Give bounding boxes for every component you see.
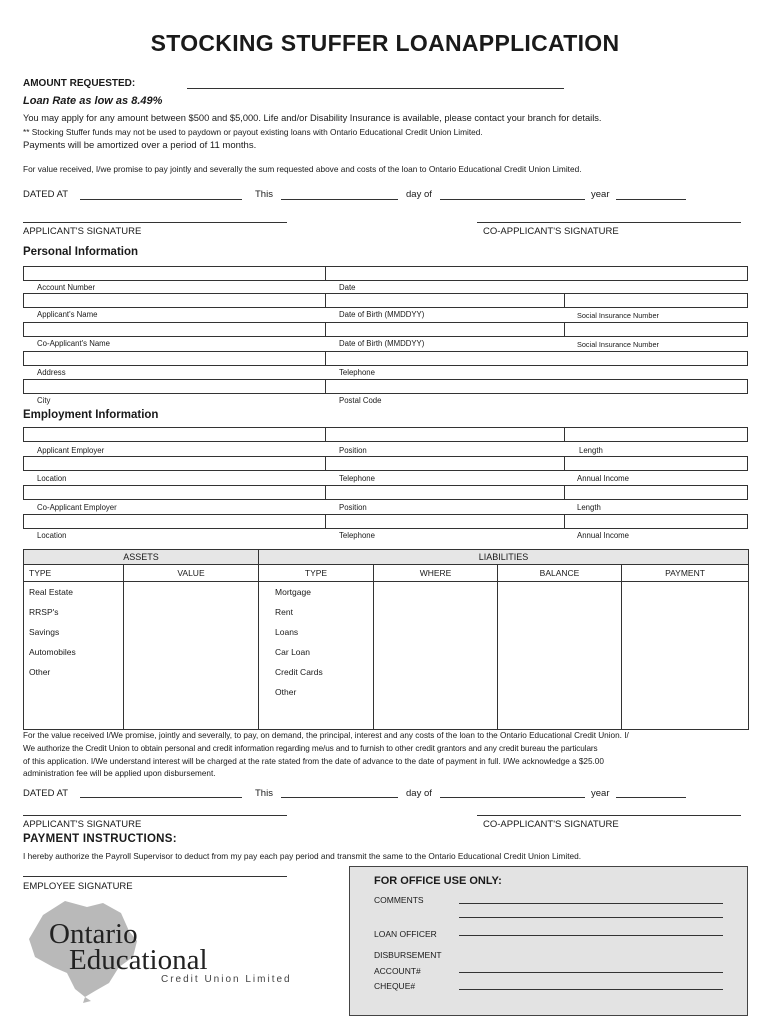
- location-field-2[interactable]: [23, 514, 326, 529]
- dated-at-field[interactable]: [80, 199, 242, 200]
- loan-officer-label: LOAN OFFICER: [374, 929, 437, 939]
- cheque-field[interactable]: [459, 989, 723, 990]
- asset-value-cell[interactable]: [124, 642, 259, 662]
- liability-where-cell[interactable]: [374, 582, 498, 602]
- location-field-1[interactable]: [23, 456, 326, 471]
- page-title: STOCKING STUFFER LOANAPPLICATION: [150, 30, 620, 56]
- dob-label-1: Date of Birth (MMDDYY): [339, 310, 425, 319]
- length-field-2[interactable]: [564, 485, 748, 500]
- liability-payment-cell[interactable]: [622, 602, 749, 622]
- length-label-1: Length: [579, 446, 603, 455]
- liability-balance-cell[interactable]: [498, 702, 622, 730]
- length-field-1[interactable]: [564, 427, 748, 442]
- liabilities-heading: LIABILITIES: [259, 550, 749, 565]
- applicant-employer-field[interactable]: [23, 427, 326, 442]
- loan-rate: Loan Rate as low as 8.49%: [23, 95, 163, 107]
- asset-type-cell: Automobiles: [24, 642, 124, 662]
- applicant-employer-label: Applicant Employer: [37, 446, 105, 455]
- annual-income-field-2[interactable]: [564, 514, 748, 529]
- telephone-field[interactable]: [325, 351, 748, 366]
- liability-balance-cell[interactable]: [498, 682, 622, 702]
- dob-field-2[interactable]: [325, 322, 565, 337]
- comments-field-2[interactable]: [459, 917, 723, 918]
- sin-field-2[interactable]: [564, 322, 748, 337]
- promise-text: For value received, I/we promise to pay jointly and severally the sum requested above and costs of the loan to Ontario Educational Credit Union Limited.: [23, 164, 582, 174]
- payment-instructions-text: I hereby authorize the Payroll Supervisor to deduct from my pay each pay period and transmit the same to the Ontario Educational Credit Union Limited.: [23, 851, 582, 861]
- city-label: City: [37, 396, 51, 405]
- applicant-signature-field[interactable]: [23, 222, 287, 223]
- liability-type-cell: Credit Cards: [259, 662, 374, 682]
- position-field-2[interactable]: [325, 485, 565, 500]
- amount-requested-field[interactable]: [187, 88, 564, 89]
- liability-balance-cell[interactable]: [498, 582, 622, 602]
- employment-info-heading: Employment Information: [23, 409, 159, 421]
- co-applicant-signature-label: CO-APPLICANT'S SIGNATURE: [483, 226, 619, 237]
- this-field[interactable]: [281, 199, 398, 200]
- this-label-2: This: [255, 788, 273, 799]
- co-applicant-employer-label: Co-Applicant Employer: [37, 503, 117, 512]
- day-of-field[interactable]: [440, 199, 585, 200]
- liability-payment-cell[interactable]: [622, 682, 749, 702]
- this-label: This: [255, 189, 273, 200]
- sin-label-2: Social Insurance Number: [577, 340, 659, 349]
- employee-signature-field[interactable]: [23, 876, 287, 877]
- intro-line-2: ** Stocking Stuffer funds may not be used to paydown or payout existing loans with Ontario Educational Credit Union Limited.: [23, 127, 483, 137]
- amount-requested-label: AMOUNT REQUESTED:: [23, 78, 136, 89]
- length-label-2: Length: [577, 503, 601, 512]
- liability-type-cell: Car Loan: [259, 642, 374, 662]
- applicant-signature-label: APPLICANT'S SIGNATURE: [23, 226, 142, 237]
- col-payment: PAYMENT: [622, 565, 749, 582]
- day-of-label: day of: [406, 189, 432, 200]
- annual-income-field-1[interactable]: [564, 456, 748, 471]
- sin-label-1: Social Insurance Number: [577, 311, 659, 320]
- asset-value-cell[interactable]: [124, 702, 259, 730]
- account-field[interactable]: [459, 972, 723, 973]
- sin-field-1[interactable]: [564, 293, 748, 308]
- account-label: ACCOUNT#: [374, 966, 421, 976]
- employer-telephone-field-2[interactable]: [325, 514, 565, 529]
- year-label-2: year: [591, 788, 610, 799]
- payment-instructions-heading: PAYMENT INSTRUCTIONS:: [23, 833, 177, 845]
- liability-where-cell[interactable]: [374, 622, 498, 642]
- personal-info-heading: Personal Information: [23, 246, 139, 258]
- comments-field-1[interactable]: [459, 903, 723, 904]
- liability-where-cell[interactable]: [374, 662, 498, 682]
- asset-type-cell: Real Estate: [24, 582, 124, 602]
- liability-balance-cell[interactable]: [498, 622, 622, 642]
- address-field[interactable]: [23, 351, 326, 366]
- liability-type-cell[interactable]: [259, 702, 374, 730]
- logo-line-1: Ontario: [49, 918, 138, 950]
- intro-line-1: You may apply for any amount between $500 and $5,000. Life and/or Disability Insurance is available, please contact your branch for details.: [23, 113, 602, 123]
- agreement-line-2: We authorize the Credit Union to obtain personal and credit information regarding me/us and to furnish to other credit grantors and any credit bureau the particulars: [23, 744, 598, 753]
- dated-at-label: DATED AT: [23, 189, 69, 200]
- liability-where-cell[interactable]: [374, 682, 498, 702]
- intro-line-3: Payments will be amortized over a period of 11 months.: [23, 140, 257, 151]
- liability-payment-cell[interactable]: [622, 702, 749, 730]
- co-applicant-employer-field[interactable]: [23, 485, 326, 500]
- cheque-label: CHEQUE#: [374, 981, 416, 991]
- liability-balance-cell[interactable]: [498, 642, 622, 662]
- dated-at-field-2[interactable]: [80, 797, 242, 798]
- applicant-name-field[interactable]: [23, 293, 326, 308]
- col-liability-type: TYPE: [259, 565, 374, 582]
- year-field-2[interactable]: [616, 797, 686, 798]
- asset-value-cell[interactable]: [124, 622, 259, 642]
- agreement-line-1: For the value received I/We promise, jointly and severally, to pay, on demand, the principal, interest and any costs of the loan to the Ontario Educational Credit Union. I/: [23, 731, 629, 740]
- applicant-signature-label-2: APPLICANT'S SIGNATURE: [23, 819, 142, 830]
- co-applicant-name-field[interactable]: [23, 322, 326, 337]
- liability-balance-cell[interactable]: [498, 662, 622, 682]
- applicant-signature-field-2[interactable]: [23, 815, 287, 816]
- co-applicant-signature-field-2[interactable]: [477, 815, 741, 816]
- asset-value-cell[interactable]: [124, 582, 259, 602]
- annual-income-label-2: Annual Income: [577, 531, 630, 540]
- city-field[interactable]: [23, 379, 326, 394]
- employee-signature-label: EMPLOYEE SIGNATURE: [23, 881, 133, 892]
- year-label: year: [591, 189, 610, 200]
- agreement-line-4: administration fee will be applied upon disbursement.: [23, 769, 216, 778]
- office-use-heading: FOR OFFICE USE ONLY:: [374, 875, 502, 887]
- this-field-2[interactable]: [281, 797, 398, 798]
- employer-telephone-field-1[interactable]: [325, 456, 565, 471]
- dob-field-1[interactable]: [325, 293, 565, 308]
- logo-line-3: Credit Union Limited: [161, 974, 292, 985]
- account-number-label: Account Number: [37, 283, 96, 292]
- address-label: Address: [37, 368, 66, 377]
- comments-label: COMMENTS: [374, 895, 424, 905]
- dob-label-2: Date of Birth (MMDDYY): [339, 339, 425, 348]
- ontario-educational-logo: [25, 893, 325, 1003]
- telephone-label: Telephone: [339, 368, 375, 377]
- co-applicant-signature-field[interactable]: [477, 222, 741, 223]
- asset-value-cell[interactable]: [124, 682, 259, 702]
- position-label-1: Position: [339, 446, 367, 455]
- loan-officer-field[interactable]: [459, 935, 723, 936]
- account-number-field[interactable]: [23, 266, 326, 281]
- dated-at-label-2: DATED AT: [23, 788, 69, 799]
- asset-type-cell: [24, 682, 124, 702]
- asset-type-cell: Savings: [24, 622, 124, 642]
- liability-payment-cell[interactable]: [622, 582, 749, 602]
- liability-type-cell: Loans: [259, 622, 374, 642]
- asset-value-cell[interactable]: [124, 662, 259, 682]
- liability-where-cell[interactable]: [374, 702, 498, 730]
- asset-type-cell: RRSP's: [24, 602, 124, 622]
- employer-telephone-label-1: Telephone: [339, 474, 375, 483]
- annual-income-label-1: Annual Income: [577, 474, 630, 483]
- assets-heading: ASSETS: [24, 550, 259, 565]
- liability-where-cell[interactable]: [374, 602, 498, 622]
- date-field[interactable]: [325, 266, 748, 281]
- asset-type-cell[interactable]: [24, 702, 124, 730]
- year-field[interactable]: [616, 199, 686, 200]
- day-of-label-2: day of: [406, 788, 432, 799]
- date-label: Date: [339, 283, 356, 292]
- liability-balance-cell[interactable]: [498, 602, 622, 622]
- liability-payment-cell[interactable]: [622, 622, 749, 642]
- co-applicant-signature-label-2: CO-APPLICANT'S SIGNATURE: [483, 819, 619, 830]
- applicant-name-label: Applicant's Name: [37, 310, 98, 319]
- location-label-1: Location: [37, 474, 67, 483]
- assets-liabilities-table: [23, 549, 749, 730]
- col-where: WHERE: [374, 565, 498, 582]
- employer-telephone-label-2: Telephone: [339, 531, 375, 540]
- location-label-2: Location: [37, 531, 67, 540]
- position-label-2: Position: [339, 503, 367, 512]
- office-use-box: [349, 866, 748, 1016]
- co-applicant-name-label: Co-Applicant's Name: [37, 339, 110, 348]
- postal-code-field[interactable]: [325, 379, 748, 394]
- asset-value-cell[interactable]: [124, 602, 259, 622]
- liability-payment-cell[interactable]: [622, 662, 749, 682]
- postal-code-label: Postal Code: [339, 396, 382, 405]
- col-asset-type: TYPE: [24, 565, 124, 582]
- asset-type-cell: Other: [24, 662, 124, 682]
- liability-payment-cell[interactable]: [622, 642, 749, 662]
- disbursement-label: DISBURSEMENT: [374, 950, 442, 960]
- logo-line-2: Educational: [69, 944, 208, 976]
- position-field-1[interactable]: [325, 427, 565, 442]
- liability-type-cell: Other: [259, 682, 374, 702]
- liability-where-cell[interactable]: [374, 642, 498, 662]
- col-value: VALUE: [124, 565, 259, 582]
- day-of-field-2[interactable]: [440, 797, 585, 798]
- liability-type-cell: Rent: [259, 602, 374, 622]
- agreement-line-3: of this application. I/We understand interest will be charged at the rate stated from the date of advance to the date of payment in full. I/We acknowledge a $25.00: [23, 757, 604, 766]
- liability-type-cell: Mortgage: [259, 582, 374, 602]
- col-balance: BALANCE: [498, 565, 622, 582]
